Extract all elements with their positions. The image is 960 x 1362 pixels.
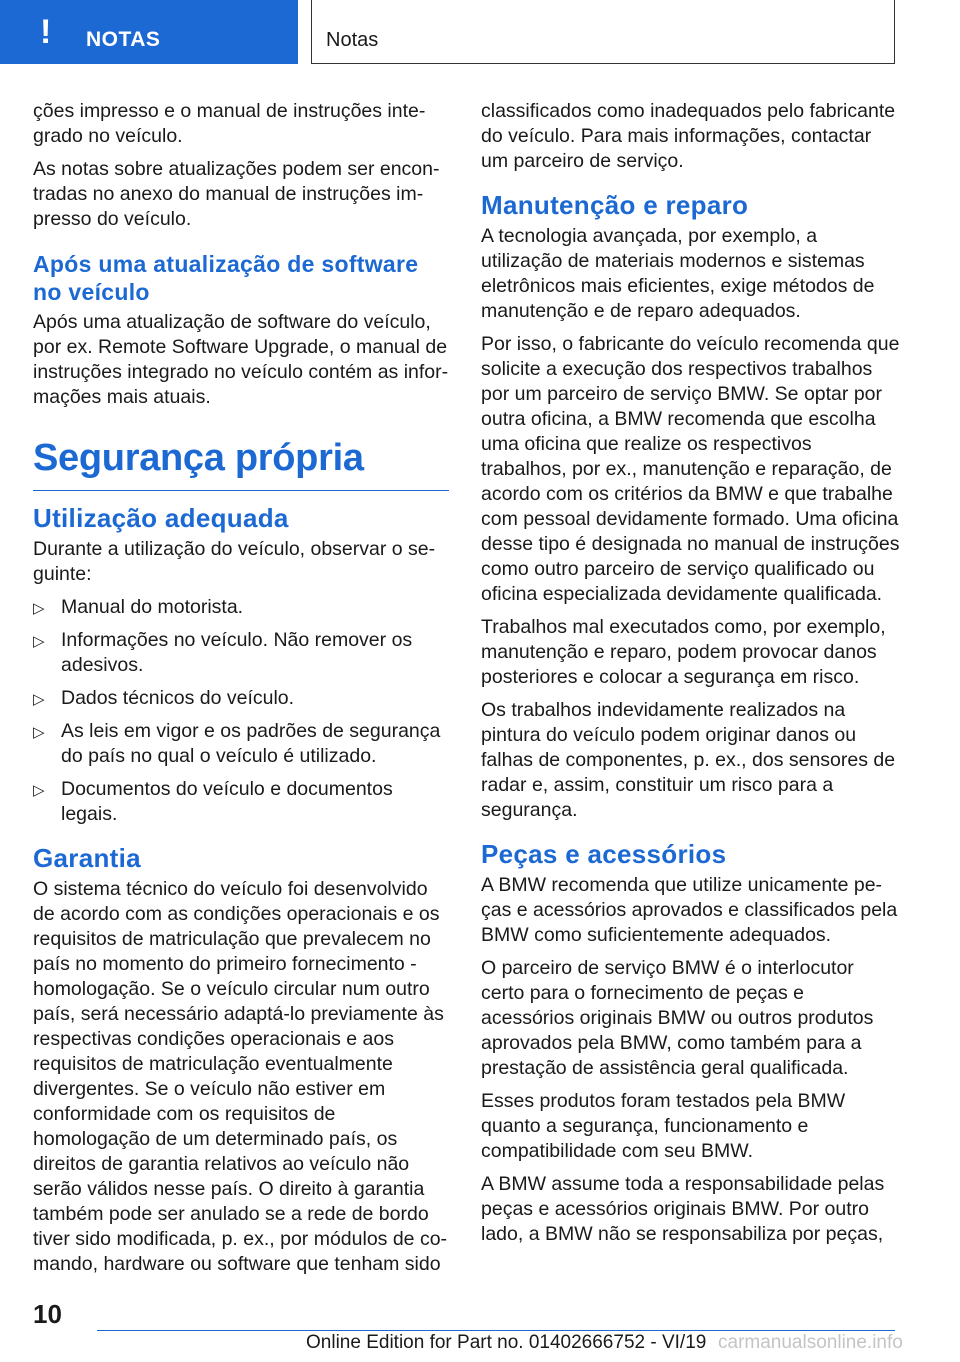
subheading-parts: Peças e acessórios xyxy=(481,839,727,869)
exclamation-icon: ! xyxy=(40,13,52,51)
paragraph: Trabalhos mal executados como, por exemplo, manutenção e reparo, podem provocar danos posteriores e colocar a segurança em risco. xyxy=(481,616,886,688)
right-column xyxy=(481,99,901,1255)
paragraph: Durante a utilização do veículo, observar o seguinte: xyxy=(33,538,436,585)
list-item-text: Manual do motorista. xyxy=(61,596,244,618)
paragraph: A tecnologia avançada, por exemplo, a utilização de materiais modernos e sistemas eletrônicos mais eficientes, exige métodos de manutenção e de reparo adequados. xyxy=(481,225,875,322)
list-item-text: Dados técnicos do veículo. xyxy=(61,687,295,709)
list-item xyxy=(33,686,449,711)
subheading-warranty: Garantia xyxy=(33,843,141,873)
paragraph: O parceiro de serviço BMW é o interlocutor certo para o fornecimento de peças e acessórios originais BMW ou outros produtos aprovados pela BMW, como também para a prestação de assistência geral qualificada. xyxy=(481,957,874,1079)
subheading-maintenance: Manutenção e reparo xyxy=(481,190,749,220)
list-item xyxy=(33,719,449,769)
paragraph: As notas sobre atualizações podem ser encontradas no anexo do manual de instruções impresso do veículo. xyxy=(33,158,440,230)
paragraph: Esses produtos foram testados pela BMW quanto a segurança, funcionamento e compatibilidade com seu BMW. xyxy=(481,1090,846,1162)
paragraph: A BMW assume toda a responsabilidade pelas peças e acessórios originais BMW. Por outro lado, a BMW não se responsabiliza por peças, xyxy=(481,1173,885,1245)
subheading-usage: Utilização adequada xyxy=(33,503,289,533)
paragraph: Os trabalhos indevidamente realizados na pintura do veículo podem originar danos ou falhas de componentes, p. ex., dos sensores de radar e, assim, constituir um risco para a segurança. xyxy=(481,699,896,821)
header-title-box xyxy=(311,0,895,64)
list-item-text: As leis em vigor e os padrões de segurança do país no qual o veículo é utilizado. xyxy=(61,720,441,767)
list-item xyxy=(33,595,449,620)
triangle-bullet-icon: ▷ xyxy=(33,600,45,617)
section-heading: Segurança própria xyxy=(33,436,449,491)
paragraph: Por isso, o fabricante do veículo recomenda que solicite a execução dos respectivos trabalhos por um parceiro de serviço BMW. Se optar por outra oficina, a BMW recomenda que escolha uma oficina que realize os respectivos trabalhos, por ex., manutenção e reparação, de acordo com os critérios da BMW e que trabalhe com pessoal devidamente formado. Uma oficina desse tipo é designada no manual de instruções como outro parceiro de serviço qualificado ou oficina especializada devidamente qualificada. xyxy=(481,333,900,605)
triangle-bullet-icon: ▷ xyxy=(33,691,45,708)
left-column xyxy=(33,99,449,1285)
triangle-bullet-icon: ▷ xyxy=(33,724,45,741)
paragraph: classificados como inadequados pelo fabricante do veículo. Para mais informações, contactar um parceiro de serviço. xyxy=(481,100,896,172)
watermark: carmanualsonline.info xyxy=(718,1332,903,1353)
page-section-title: Notas xyxy=(326,29,379,51)
chapter-tab xyxy=(0,0,298,64)
page-number: 10 xyxy=(33,1299,62,1329)
list-item xyxy=(33,777,449,827)
triangle-bullet-icon: ▷ xyxy=(33,633,45,650)
list-item xyxy=(33,628,449,678)
paragraph: ções impresso e o manual de instruções integrado no veículo. xyxy=(33,100,426,147)
list-item-text: Documentos do veículo e documentos legais. xyxy=(61,778,393,825)
footer-divider xyxy=(97,1330,895,1331)
chapter-tab-label: NOTAS xyxy=(86,28,161,51)
paragraph: O sistema técnico do veículo foi desenvolvido de acordo com as condições operacionais e os requisitos de matriculação que prevalecem no país no momento do primeiro fornecimento - homologação. Se o veículo circular num outro país, será necessário adaptá-lo previamente às respectivas condições operacionais e aos requisitos de matriculação eventualmente divergentes. Se o veículo não estiver em conformidade com os requisitos de homologação de um determinado país, os direitos de garantia relativos ao veículo não serão válidos nesse país. O direito à garantia também pode ser anulado se a rede de bordo tiver sido modificada, p. ex., por módulos de comando, hardware ou software que tenham sido xyxy=(33,878,448,1275)
paragraph: A BMW recomenda que utilize unicamente peças e acessórios aprovados e classificados pela BMW como suficientemente adequados. xyxy=(481,874,898,946)
subheading-software-update: Após uma atualização de software no veículo xyxy=(33,251,419,305)
list-item-text: Informações no veículo. Não remover os adesivos. xyxy=(61,629,413,676)
edition-note: Online Edition for Part no. 01402666752 - VI/19 xyxy=(306,1332,707,1353)
bullet-list xyxy=(33,595,449,827)
paragraph: Após uma atualização de software do veículo, por ex. Remote Software Upgrade, o manual de instruções integrado no veículo contém as informações mais atuais. xyxy=(33,311,449,408)
triangle-bullet-icon: ▷ xyxy=(33,782,45,799)
